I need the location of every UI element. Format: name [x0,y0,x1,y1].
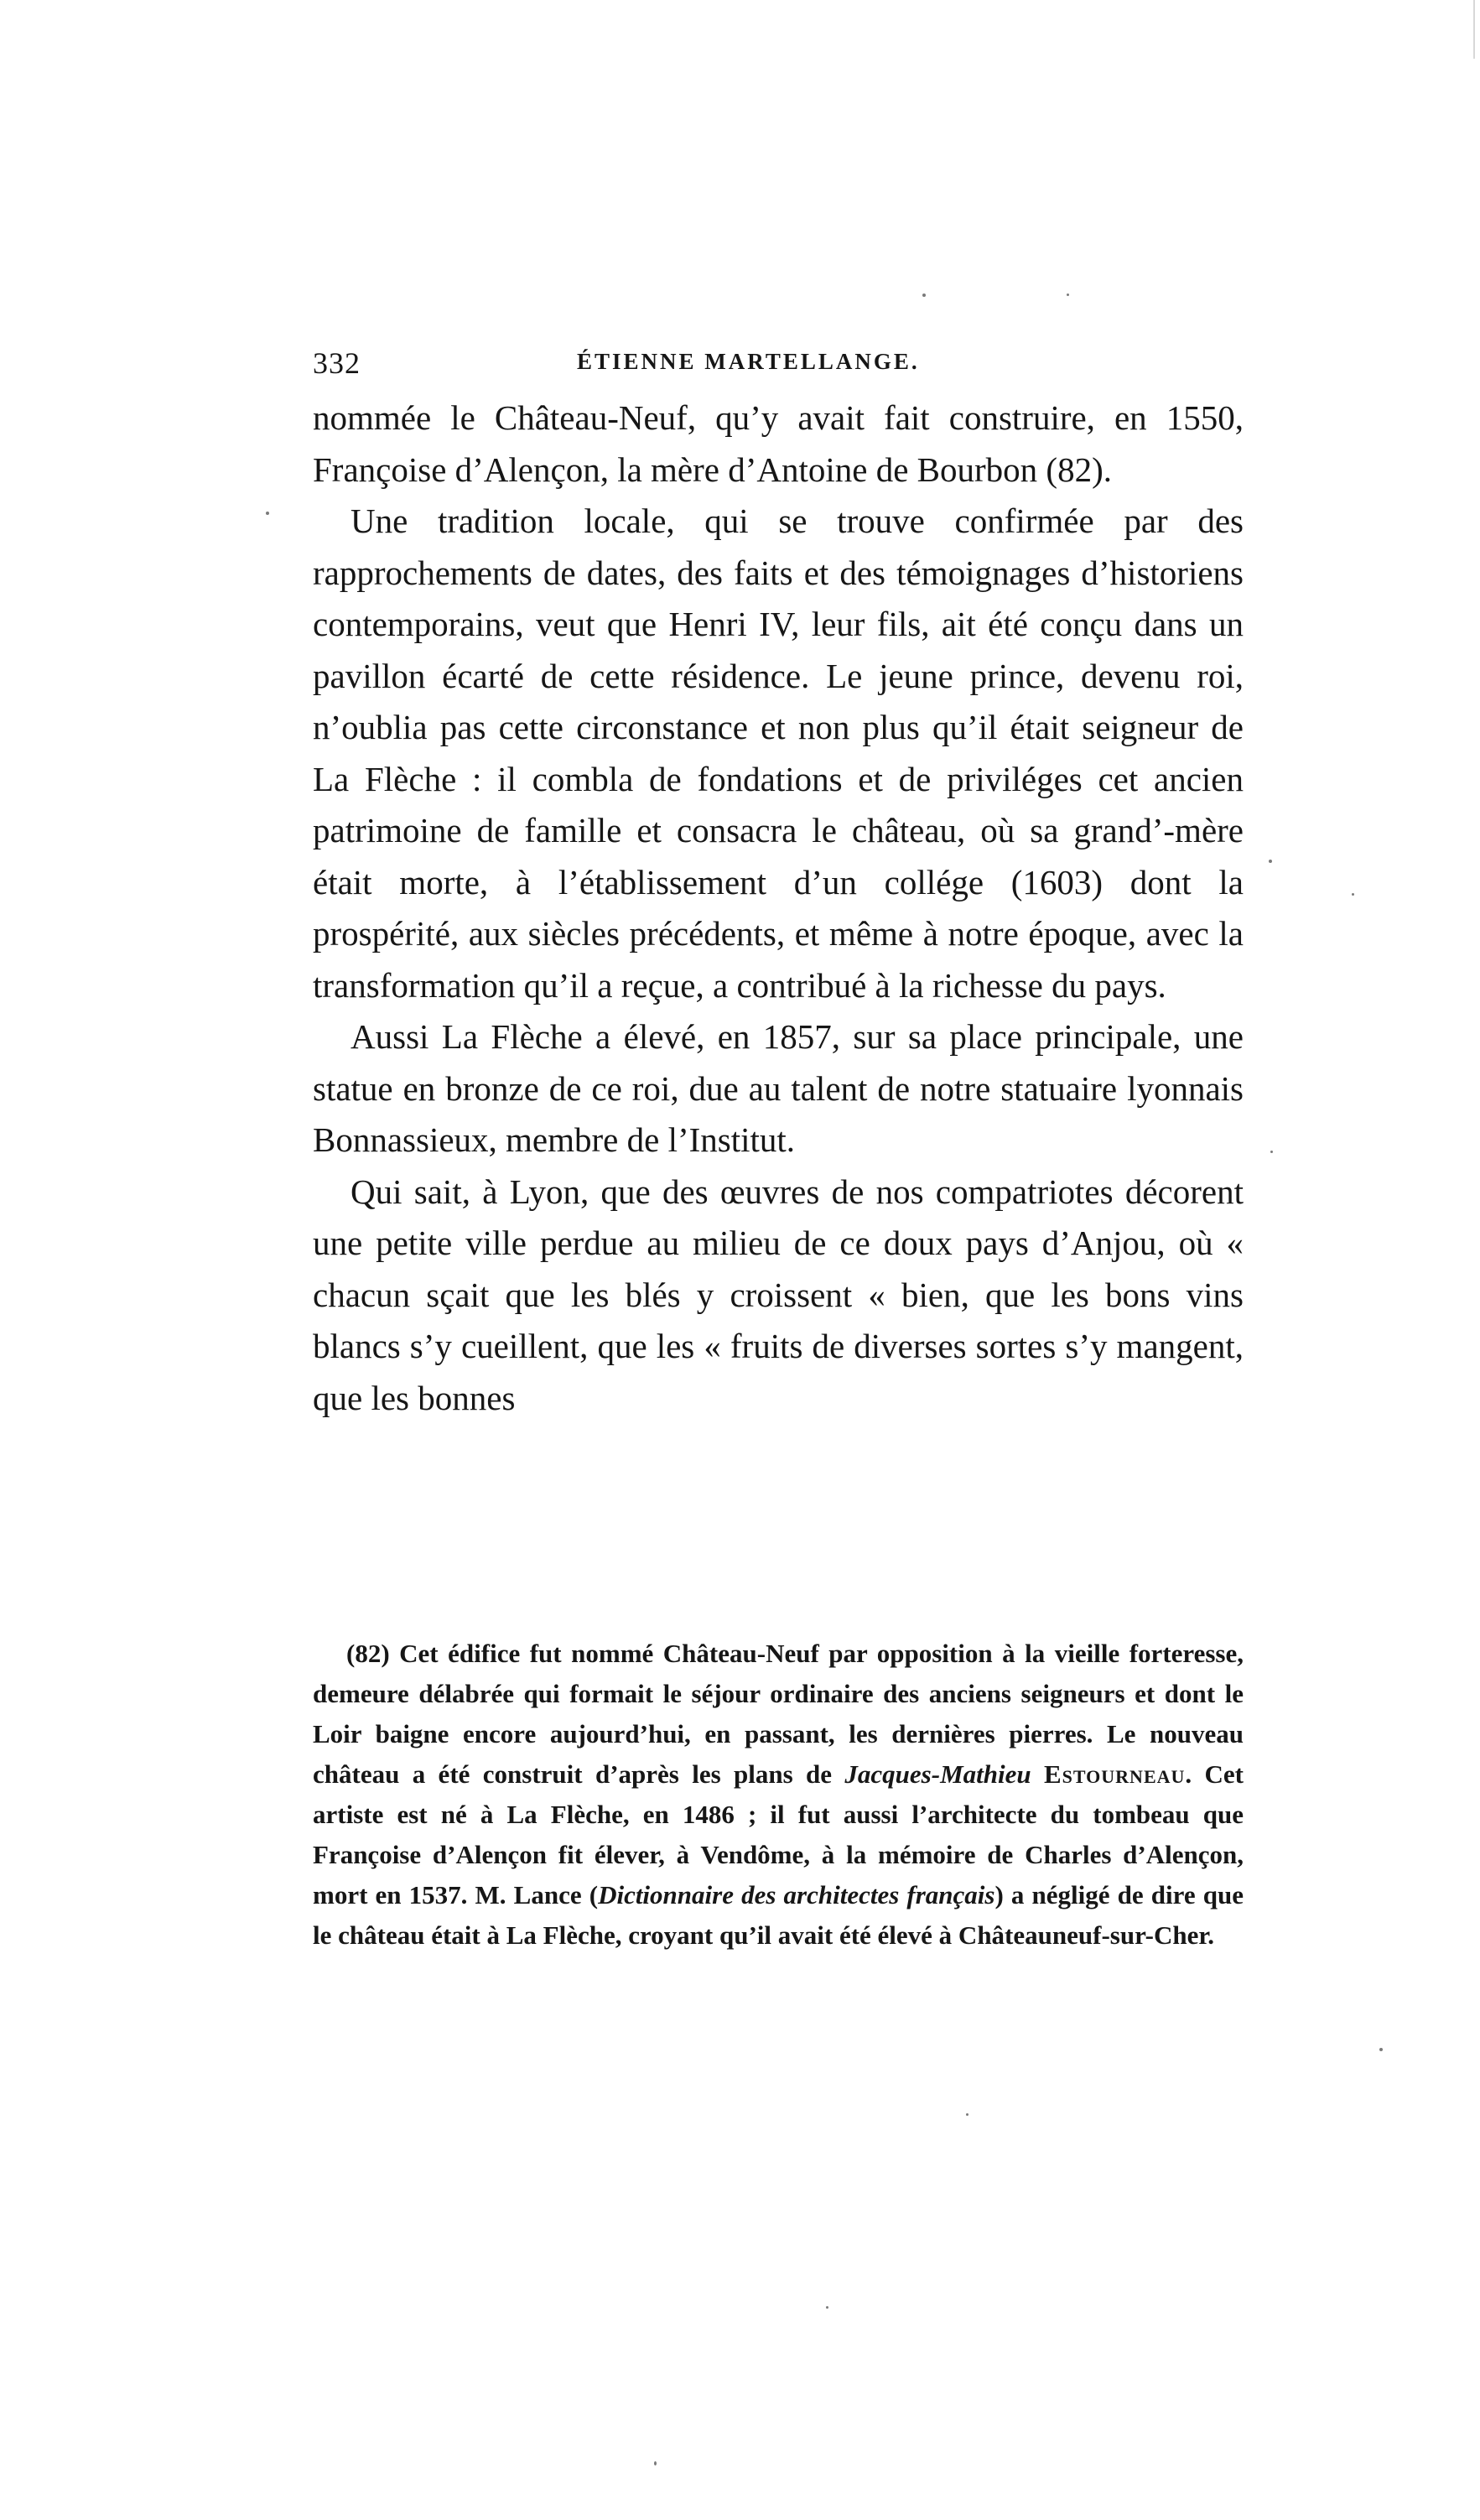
scan-speck [1269,860,1272,863]
page-number: 332 [313,346,361,380]
footnote-part-1: (82) Cet édifice fut nommé Château-Neuf par opposition à la vieille forteresse, demeure délabrée qui formait le séjour ordinaire des anciens seigneurs et dont le Loir baigne encore aujourd’hui, en passant, les dernières pierres. Le nouveau château a été construit d’après les plans de [313,1639,1244,1789]
page-edge-line [1473,0,1475,59]
scan-speck [266,512,269,515]
book-title: Dictionnaire des architectes français [598,1880,995,1909]
footnote-82 [313,1634,1244,1956]
paragraph-3: Aussi La Flèche a élevé, en 1857, sur sa place principale, une statue en bronze de ce roi, due au talent de notre statuaire lyonnais Bonnassieux, membre de l’Institut. [313,1017,1244,1159]
architect-surname: Estourneau [1043,1759,1186,1789]
main-text [313,392,1244,1424]
scan-speck [1067,294,1069,296]
scan-speck [922,294,926,297]
running-head: ÉTIENNE MARTELLANGE. [577,349,920,374]
footnote-part-2: . Cet artiste est né à La Flèche, en 1486 ; il fut aussi l’architecte du tombeau que Françoise d’Alençon fit élever, à Vendôme, à la mémoire de Charles d’Alençon, mort en 1537. M. Lance ( [313,1759,1244,1909]
page-header [313,346,1244,387]
paragraph-2: Une tradition locale, qui se trouve confirmée par des rapprochements de dates, des faits et des témoignages d’historiens contemporains, veut que Henri IV, leur fils, ait été conçu dans un pavillon écarté de cette résidence. Le jeune prince, devenu roi, n’oublia pas cette circonstance et non plus qu’il était seigneur de La Flèche : il combla de fondations et de priviléges cet ancien patrimoine de famille et consacra le château, où sa grand’-mère était morte, à l’établissement d’un collége (1603) dont la prospérité, aux siècles précédents, et même à notre époque, avec la transformation qu’il a reçue, a contribué à la richesse du pays. [313,501,1244,1005]
paragraph-1: nommée le Château-Neuf, qu’y avait fait construire, en 1550, Françoise d’Alençon, la mère d’Antoine de Bourbon (82). [313,398,1244,489]
footnote-part-3: ) a négligé de dire que le château était à La Flèche, croyant qu’il avait été élevé à Châteauneuf-sur-Cher. [313,1880,1244,1950]
scan-speck [1352,893,1354,896]
scan-speck [1270,1151,1273,1153]
footnote-text [313,1634,1244,1956]
scan-speck [966,2113,968,2116]
scan-speck [654,2461,657,2465]
architect-name: Jacques-Mathieu [844,1759,1031,1789]
scan-speck [826,2306,828,2309]
scan-speck [1379,2048,1383,2051]
paragraph-4: Qui sait, à Lyon, que des œuvres de nos compatriotes décorent une petite ville perdue au milieu de ce doux pays d’Anjou, où « chacun sçait que les blés y croissent « bien, que les bons vins blancs s’y cueillent, que les « fruits de diverses sortes s’y mangent, que les bonnes [313,1172,1244,1417]
